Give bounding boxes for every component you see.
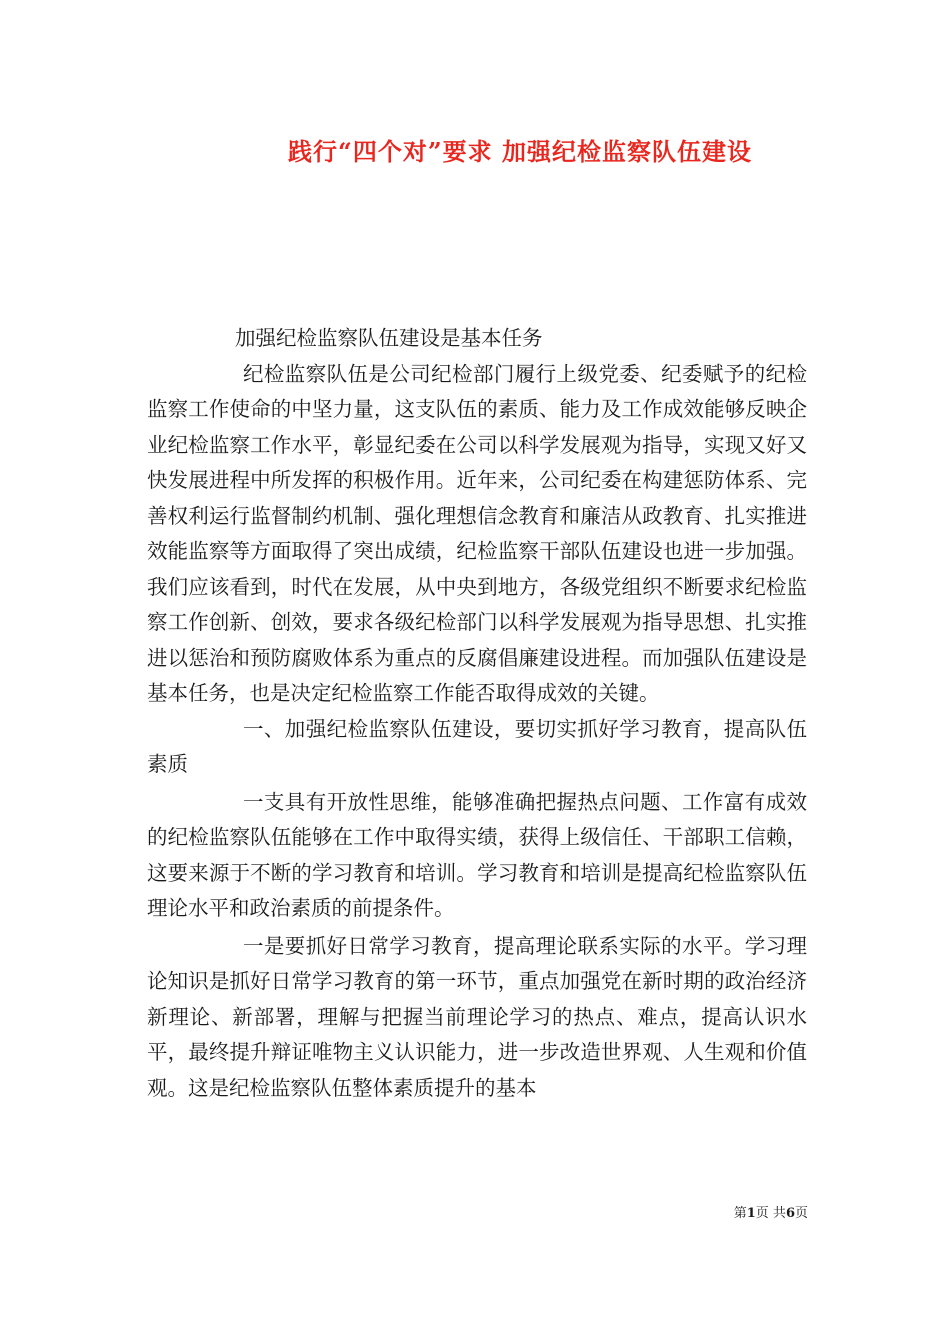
footer-suffix: 页 <box>794 1206 808 1221</box>
footer-middle: 页 共 <box>755 1206 786 1221</box>
paragraph: 一是要抓好日常学习教育，提高理论联系实际的水平。学习理论知识是抓好日常学习教育的第一环节，重点加强党在新时期的政治经济新理论、新部署，理解与把握当前理论学习的热点、难点，提高认识水平，最终提升辩证唯物主义认识能力，进一步改造世界观、人生观和价值观。这是纪检监察队伍整体素质提升的基本 <box>147 933 807 1100</box>
total-page-count: 6 <box>785 1206 795 1221</box>
current-page-number: 1 <box>746 1206 756 1221</box>
section-heading: 一、加强纪检监察队伍建设，要切实抓好学习教育，提高队伍素质 <box>147 716 807 776</box>
section-subheading: 加强纪检监察队伍建设是基本任务 <box>235 326 543 350</box>
footer-prefix: 第 <box>733 1206 747 1221</box>
document-title: 践行“四个对”要求 加强纪检监察队伍建设 <box>288 137 752 166</box>
document-body <box>147 321 807 1106</box>
page-number-footer <box>600 1202 808 1221</box>
paragraph: 纪检监察队伍是公司纪检部门履行上级党委、纪委赋予的纪检监察工作使命的中坚力量，这支队伍的素质、能力及工作成效能够反映企业纪检监察工作水平，彰显纪委在公司以科学发展观为指导，实现又好又快发展进程中所发挥的积极作用。近年来，公司纪委在构建惩防体系、完善权利运行监督制约机制、强化理想信念教育和廉洁从政教育、扎实推进效能监察等方面取得了突出成绩，纪检监察干部队伍建设也进一步加强。我们应该看到，时代在发展，从中央到地方，各级党组织不断要求纪检监察工作创新、创效，要求各级纪检部门以科学发展观为指导思想、扎实推进以惩治和预防腐败体系为重点的反腐倡廉建设进程。而加强队伍建设是基本任务，也是决定纪检监察工作能否取得成效的关键。 <box>147 361 807 705</box>
paragraph: 一支具有开放性思维，能够准确把握热点问题、工作富有成效的纪检监察队伍能够在工作中取得实绩，获得上级信任、干部职工信赖，这要来源于不断的学习教育和培训。学习教育和培训是提高纪检监察队伍理论水平和政治素质的前提条件。 <box>147 789 807 920</box>
